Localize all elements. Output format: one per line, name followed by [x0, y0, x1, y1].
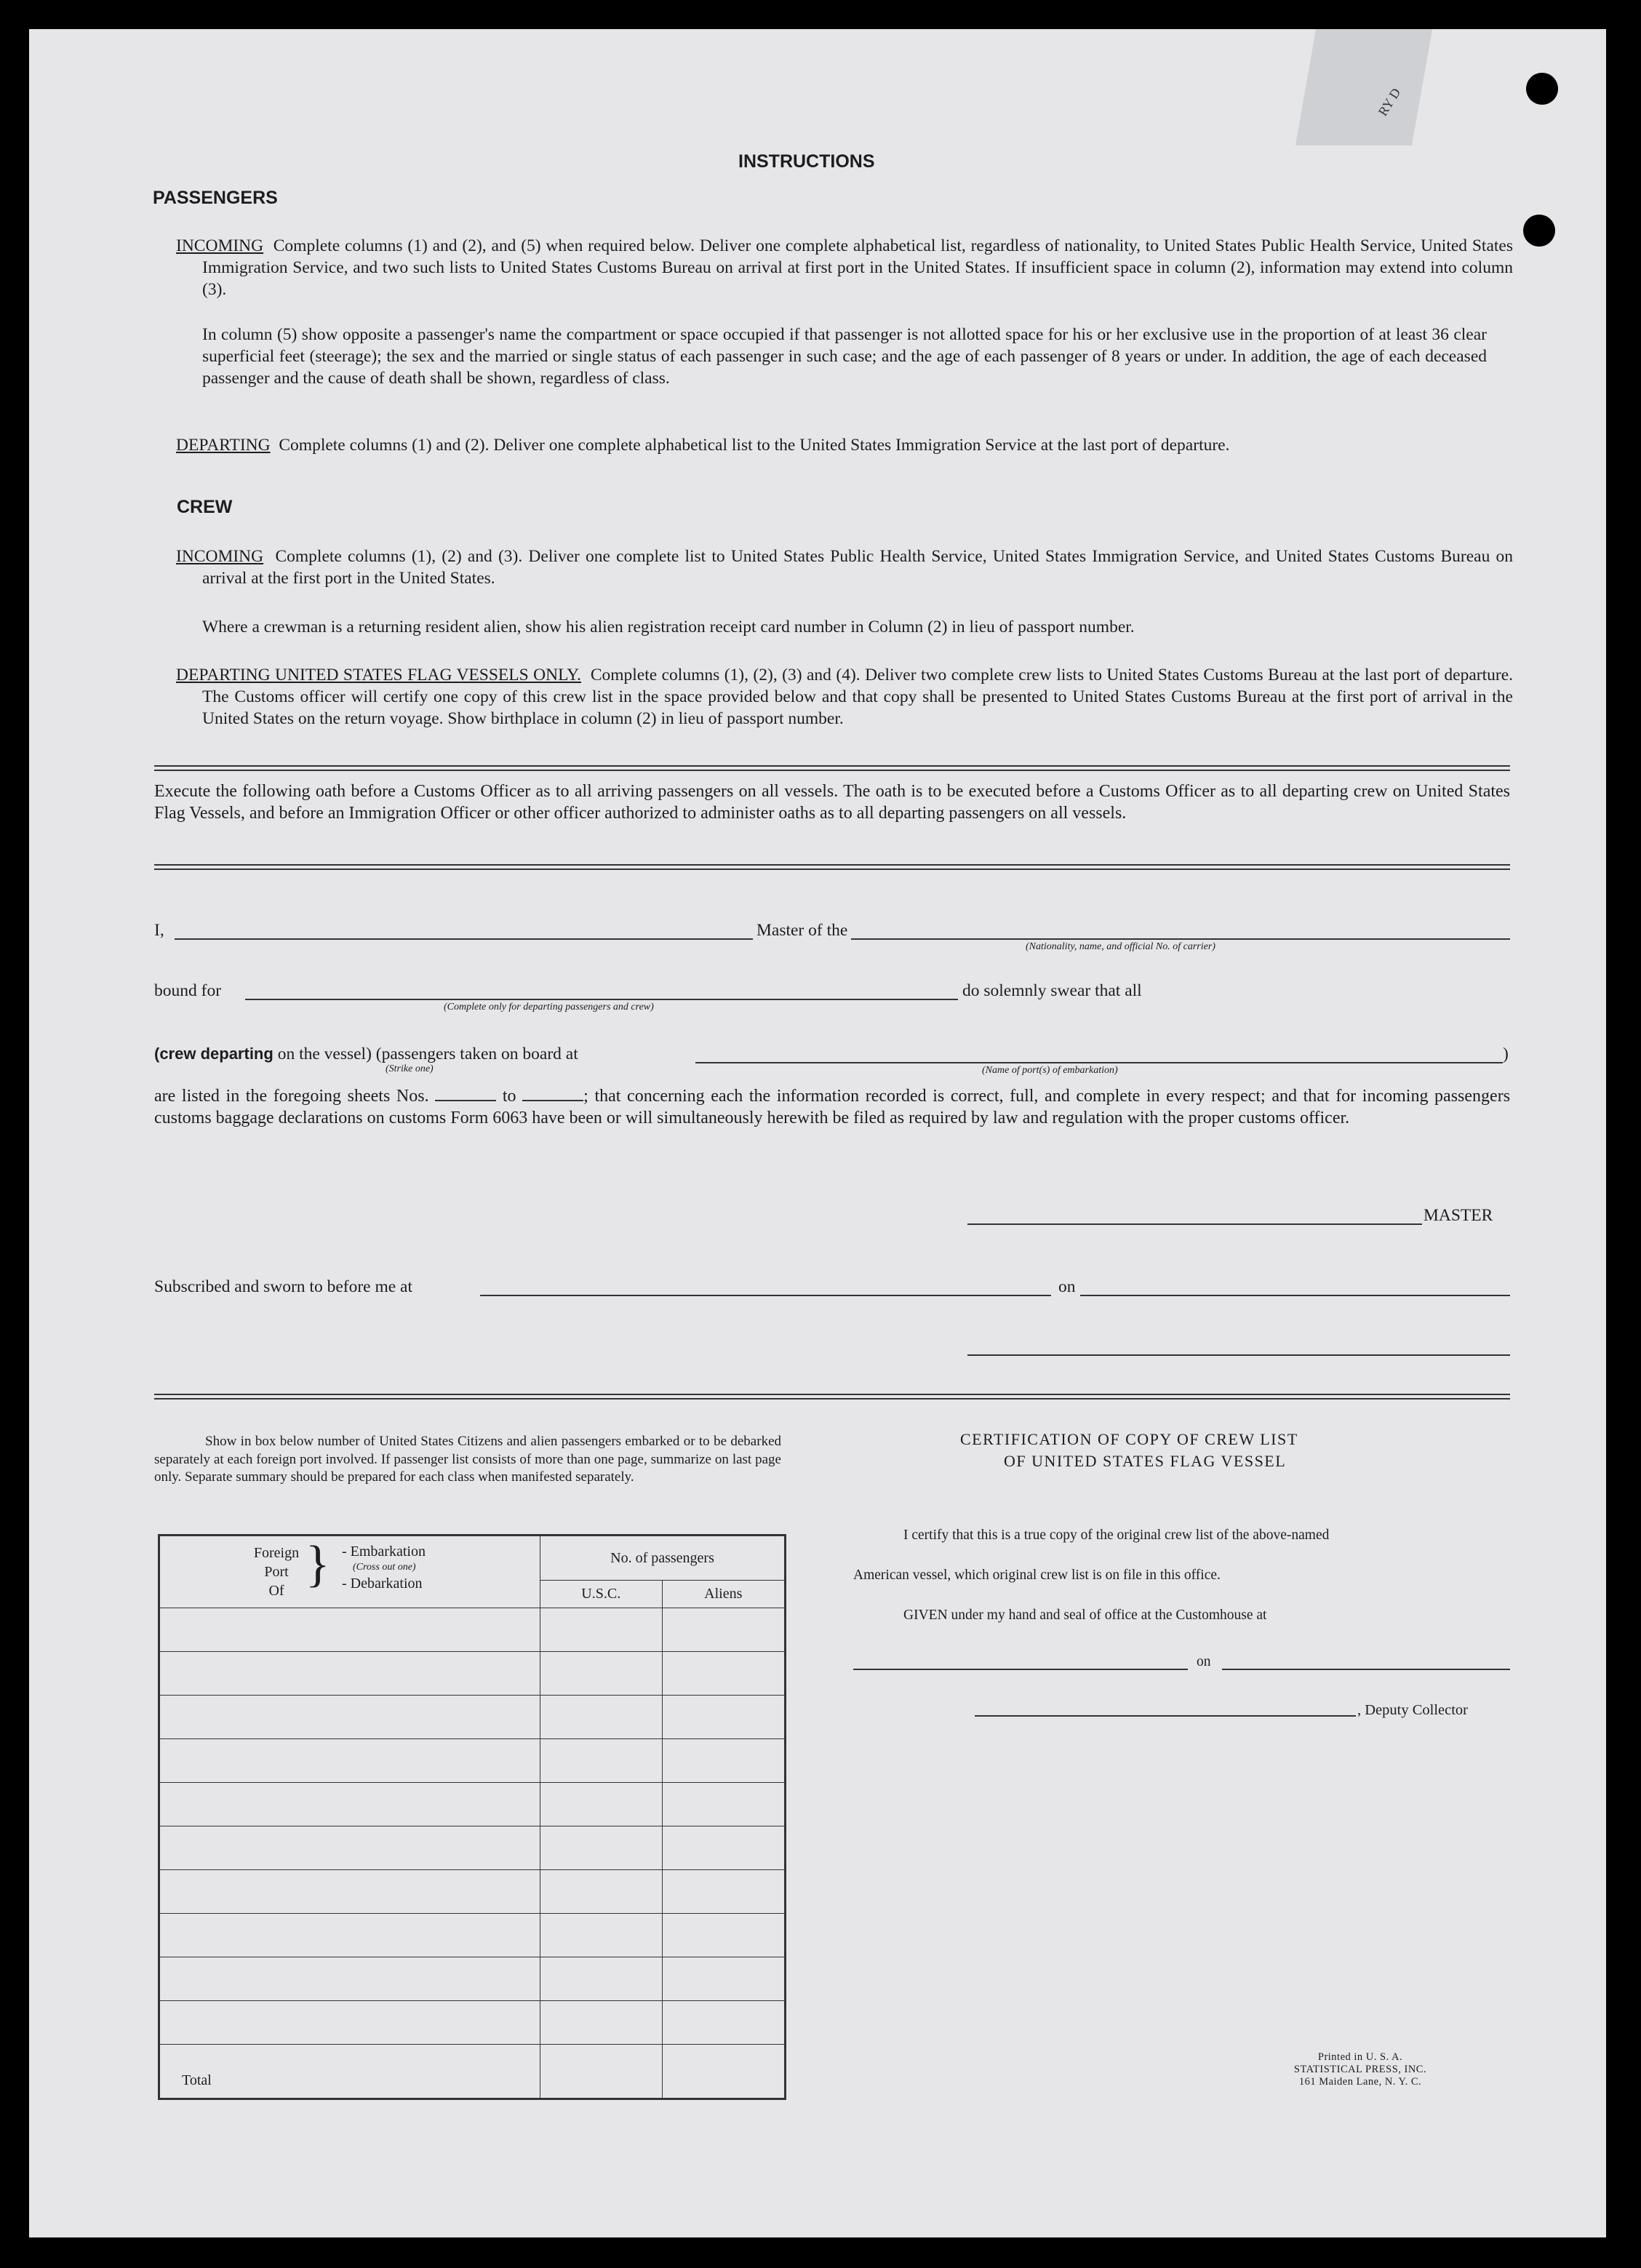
- port-cell[interactable]: [159, 1826, 540, 1870]
- no-passengers-header: No. of passengers: [540, 1536, 786, 1581]
- form-page: [29, 29, 1606, 2237]
- passengers-column5-paragraph: In column (5) show opposite a passenger's name the compartment or space occupied if that passenger is not allotted space for his or her exclusive use in the proportion of at least 36 clear superficial feet (steerage); the sex and the married or single status of each passenger in such case; and the age of each passenger of 8 years or under. In addition, the age of each deceased passenger and the cause of death shall be shown, regardless of class.: [202, 325, 1487, 388]
- debarkation-label: - Debarkation: [342, 1576, 423, 1592]
- usc-cell[interactable]: [540, 1957, 663, 2001]
- port-cell[interactable]: [159, 1608, 540, 1652]
- passengers-incoming-paragraph: [176, 235, 1513, 300]
- subscribed-on-label: on: [1058, 1277, 1076, 1296]
- passengers-departing-label: DEPARTING: [176, 436, 271, 455]
- crew-passengers-line: [154, 1043, 578, 1065]
- passengers-incoming-text: Complete columns (1) and (2), and (5) when required below. Deliver one complete alphabetical list, regardless of nationality, to United States Public Health Service, United States Immigration Service, and two such lists to United States Customs Bureau on arrival at first port in the United States. If insufficient space in column (2), information may extend into column (3).: [202, 236, 1514, 299]
- crew-resident-paragraph: Where a crewman is a returning resident alien, show his alien registration receipt card number in Column (2) in lieu of passport number.: [202, 618, 1135, 636]
- aliens-cell[interactable]: [662, 1914, 786, 1957]
- oath-i-label: I,: [154, 921, 164, 940]
- certification-date-field[interactable]: [1222, 1669, 1510, 1670]
- passenger-summary-table: [158, 1534, 786, 2100]
- crew-incoming-paragraph: [176, 546, 1513, 589]
- usc-cell[interactable]: [540, 1652, 663, 1696]
- certification-on-label: on: [1197, 1654, 1211, 1669]
- brace-icon: }: [306, 1536, 330, 1592]
- listed-start: are listed in the foregoing sheets Nos.: [154, 1087, 429, 1106]
- foreign-label: Foreign: [253, 1545, 300, 1561]
- printer-line-1: Printed in U. S. A.: [1317, 2051, 1403, 2063]
- port-cell[interactable]: [159, 1783, 540, 1826]
- usc-cell[interactable]: [540, 1914, 663, 1957]
- crew-departing-text: Complete columns (1), (2), (3) and (4). Deliver two complete crew lists to United States Customs Bureau at the last port of departure. The Customs officer will certify one copy of this crew list in the space provided below and that copy shall be presented to United States Customs Bureau at the first port of arrival in the United States on the return voyage. Show birthplace in column (2) in lieu of passport number.: [202, 666, 1513, 728]
- subscribed-date-field[interactable]: [1080, 1295, 1510, 1296]
- usc-cell[interactable]: [540, 1696, 663, 1739]
- aliens-cell[interactable]: [662, 1826, 786, 1870]
- passengers-incoming-label: INCOMING: [176, 236, 264, 255]
- summary-instruction: Show in box below number of United States Citizens and alien passengers embarked or to be debarked separately at each foreign port involved. If passenger list consists of more than one page, summarize on last page only. Separate summary should be prepared for each class when manifested separately.: [154, 1434, 781, 1485]
- divider-2: [154, 864, 1510, 870]
- carrier-note: (Nationality, name, and official No. of carrier): [1026, 941, 1215, 952]
- aliens-cell[interactable]: [662, 1957, 786, 2001]
- crew-departing-rest: on the vessel): [277, 1045, 372, 1063]
- usc-cell[interactable]: [540, 2001, 663, 2045]
- usc-header: U.S.C.: [540, 1581, 663, 1608]
- total-label: Total: [159, 2045, 540, 2099]
- passengers-departing-text: Complete columns (1) and (2). Deliver one complete alphabetical list to the United States Immigration Service at the last port of departure.: [279, 436, 1230, 455]
- crew-incoming-label: INCOMING: [176, 547, 264, 566]
- subscribed-place-field[interactable]: [480, 1295, 1051, 1296]
- printer-imprint: [1266, 2051, 1455, 2088]
- swear-label: do solemnly swear that all: [962, 981, 1142, 1000]
- listed-rest: ; that concerning each the information recorded is correct, full, and complete in every respect; and that for incoming passengers customs baggage declarations on customs Form 6063 have been or will simultaneously herewith be filed as required by law and regulation with the proper customs officer.: [154, 1087, 1511, 1127]
- certify-line-2: American vessel, which original crew list is on file in this office.: [853, 1568, 1221, 1583]
- to-label: to: [502, 1087, 516, 1106]
- port-cell[interactable]: [159, 1957, 540, 2001]
- usc-cell[interactable]: [540, 1739, 663, 1783]
- master-of-the-label: Master of the: [756, 921, 848, 940]
- cross-out-note: (Cross out one): [353, 1562, 416, 1573]
- port-cell[interactable]: [159, 1914, 540, 1957]
- embarkation-port-field[interactable]: [695, 1062, 1503, 1063]
- aliens-cell[interactable]: [662, 1696, 786, 1739]
- deputy-signature-field[interactable]: [975, 1715, 1356, 1717]
- punch-hole-middle: [1523, 215, 1555, 247]
- crew-incoming-text: Complete columns (1), (2) and (3). Deliver one complete list to United States Public Health Service, United States Immigration Service, and United States Customs Bureau on arrival at the first port in the United States.: [202, 547, 1513, 588]
- aliens-cell[interactable]: [662, 1608, 786, 1652]
- passengers-departing-paragraph: [176, 434, 1513, 456]
- bound-for-note: (Complete only for departing passengers and crew): [444, 1002, 654, 1013]
- usc-cell[interactable]: [540, 1608, 663, 1652]
- aliens-cell[interactable]: [662, 1870, 786, 1914]
- port-note: (Name of port(s) of embarkation): [982, 1065, 1118, 1076]
- divider-3: [154, 1394, 1510, 1399]
- printer-line-3: 161 Maiden Lane, N. Y. C.: [1298, 2076, 1422, 2088]
- master-signature-field[interactable]: [967, 1223, 1422, 1225]
- usc-cell[interactable]: [540, 1870, 663, 1914]
- carrier-field[interactable]: [851, 938, 1510, 940]
- total-usc-cell[interactable]: [540, 2045, 663, 2099]
- close-paren: ): [1503, 1045, 1509, 1063]
- listed-paragraph: [154, 1085, 1510, 1129]
- officer-signature-field[interactable]: [967, 1354, 1510, 1356]
- aliens-cell[interactable]: [662, 1739, 786, 1783]
- usc-cell[interactable]: [540, 1783, 663, 1826]
- bound-for-field[interactable]: [245, 999, 958, 1000]
- folded-corner: [1295, 29, 1432, 145]
- embarkation-label: - Embarkation: [342, 1544, 426, 1560]
- usc-cell[interactable]: [540, 1826, 663, 1870]
- port-cell[interactable]: [159, 1652, 540, 1696]
- of-label: Of: [268, 1583, 284, 1599]
- port-cell[interactable]: [159, 2001, 540, 2045]
- total-aliens-cell[interactable]: [662, 2045, 786, 2099]
- printer-line-2: STATISTICAL PRESS, INC.: [1293, 2064, 1427, 2075]
- passengers-heading: PASSENGERS: [153, 188, 278, 208]
- certify-line-1: I certify that this is a true copy of the original crew list of the above-named: [903, 1528, 1330, 1543]
- certification-title-2: OF UNITED STATES FLAG VESSEL: [1004, 1452, 1287, 1470]
- port-cell[interactable]: [159, 1739, 540, 1783]
- sheet-from-field[interactable]: [435, 1087, 496, 1101]
- page-title: INSTRUCTIONS: [738, 151, 875, 172]
- sheet-to-field[interactable]: [522, 1087, 583, 1101]
- aliens-header: Aliens: [662, 1581, 786, 1608]
- crew-departing-bold: (crew departing: [154, 1045, 274, 1063]
- divider-1: [154, 765, 1510, 771]
- foreign-port-header: [159, 1536, 540, 1608]
- port-cell[interactable]: [159, 1696, 540, 1739]
- port-label: Port: [264, 1564, 289, 1580]
- aliens-cell[interactable]: [662, 1652, 786, 1696]
- aliens-cell[interactable]: [662, 2001, 786, 2045]
- bound-for-label: bound for: [154, 981, 222, 1000]
- deputy-collector-label: , Deputy Collector: [1357, 1702, 1469, 1718]
- subscribed-label: Subscribed and sworn to before me at: [154, 1277, 413, 1296]
- strike-one-note: (Strike one): [386, 1063, 434, 1074]
- master-name-field[interactable]: [175, 938, 753, 940]
- corner-fragment: RY D: [1375, 85, 1404, 119]
- master-label: MASTER: [1424, 1206, 1493, 1225]
- certification-title-1: CERTIFICATION OF COPY OF CREW LIST: [960, 1430, 1298, 1448]
- punch-hole-top: [1526, 73, 1558, 105]
- customhouse-field[interactable]: [853, 1669, 1188, 1670]
- aliens-cell[interactable]: [662, 1783, 786, 1826]
- passengers-taken-label: (passengers taken on board at: [375, 1045, 578, 1063]
- crew-heading: CREW: [177, 497, 233, 517]
- crew-departing-label: DEPARTING UNITED STATES FLAG VESSELS ONLY.: [176, 666, 581, 684]
- port-cell[interactable]: [159, 1870, 540, 1914]
- given-line: GIVEN under my hand and seal of office at the Customhouse at: [903, 1608, 1267, 1623]
- oath-instruction: Execute the following oath before a Customs Officer as to all arriving passengers on all vessels. The oath is to be executed before a Customs Officer as to all departing crew on United States Flag Vessels, and before an Immigration Officer or other officer authorized to administer oaths as to all departing passengers on all vessels.: [154, 782, 1510, 823]
- crew-departing-paragraph: [176, 664, 1513, 730]
